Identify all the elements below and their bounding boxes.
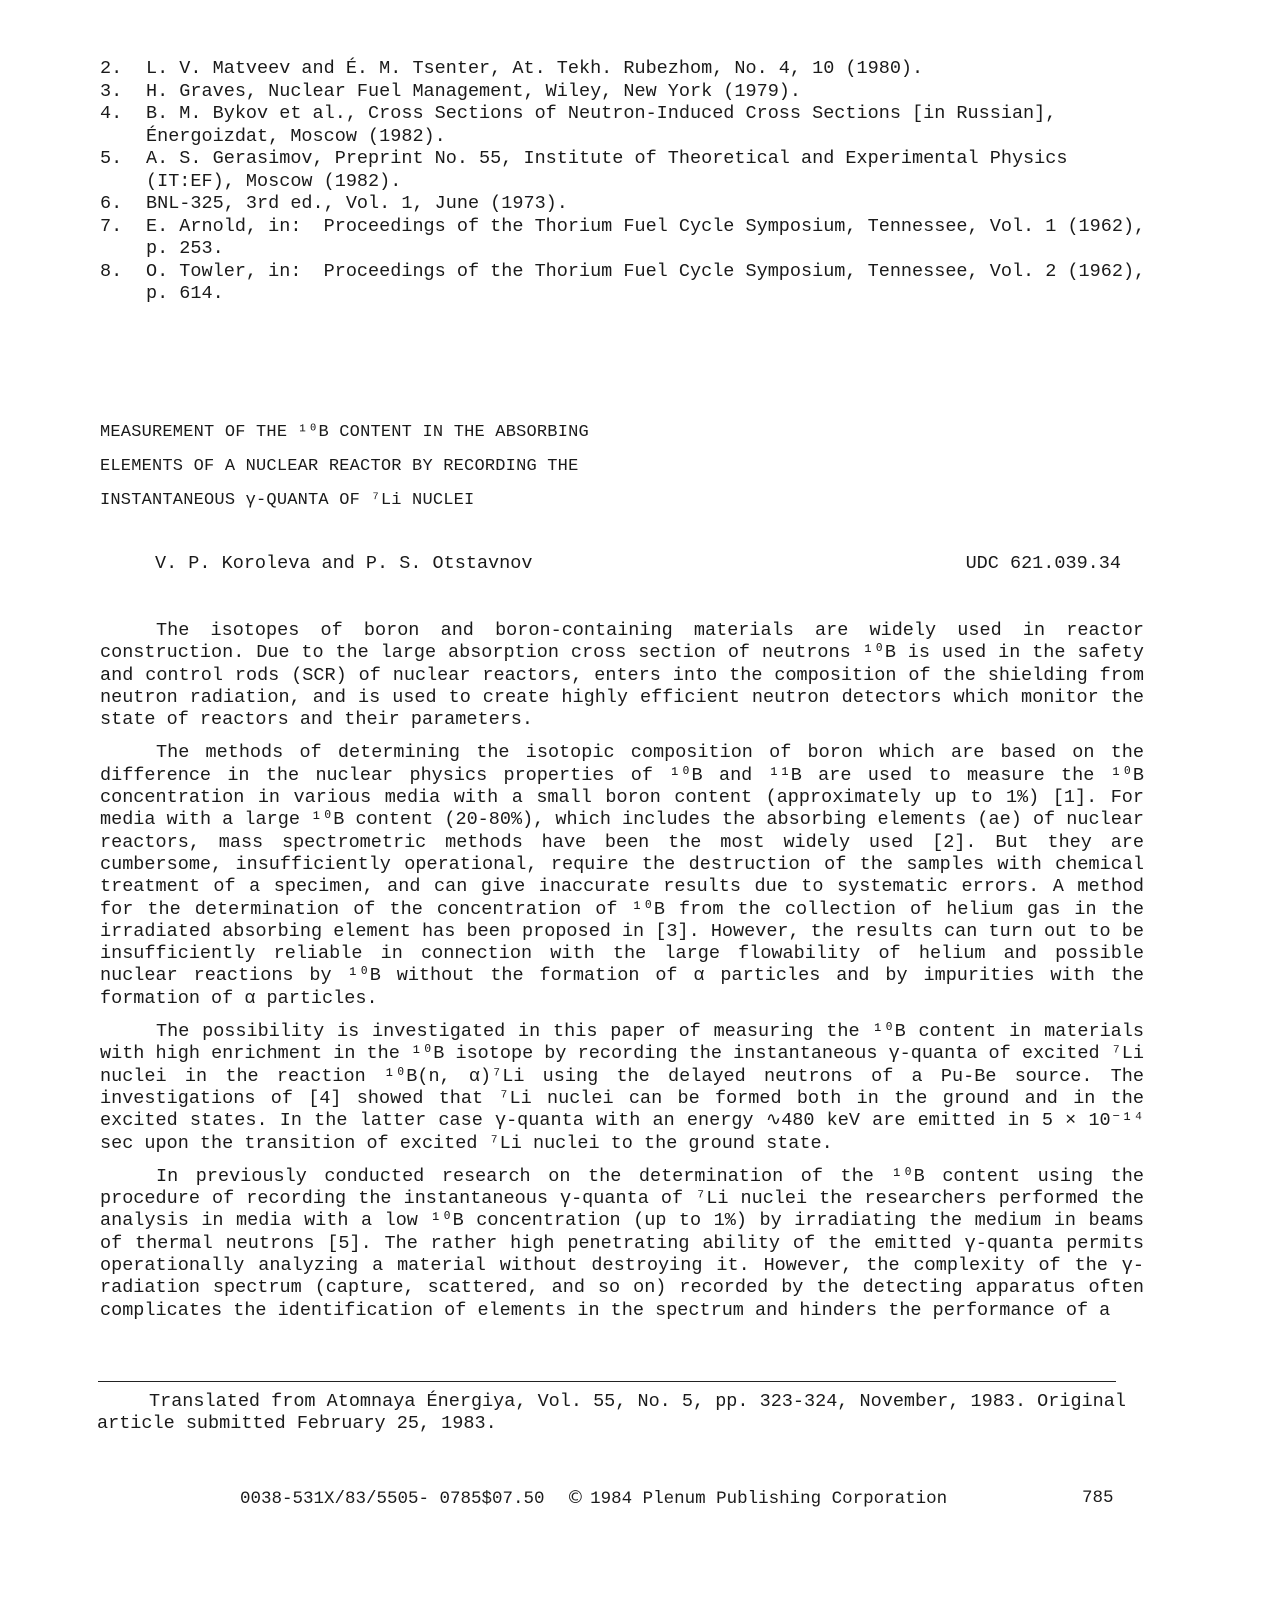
footnote bbox=[97, 1391, 1141, 1435]
reference-item bbox=[100, 148, 1160, 193]
reference-text: L. V. Matveev and É. M. Tsenter, At. Tekh. Rubezhom, No. 4, 10 (1980). bbox=[146, 58, 924, 79]
reference-text: B. M. Bykov et al., Cross Sections of Neutron-Induced Cross Sections [in Russian], Énergoizdat, Moscow (1982). bbox=[146, 103, 1068, 147]
reference-number: 5. bbox=[100, 148, 123, 169]
authors: V. P. Koroleva and P. S. Otstavnov bbox=[155, 553, 533, 574]
reference-item bbox=[100, 216, 1160, 261]
price-code: 0038-531X/83/5505- 0785$07.50 bbox=[240, 1489, 545, 1509]
reference-number: 7. bbox=[100, 215, 123, 237]
footnote-divider bbox=[98, 1381, 1116, 1382]
reference-item bbox=[100, 261, 1160, 306]
reference-number: 3. bbox=[100, 80, 123, 102]
copyright-text: 1984 Plenum Publishing Corporation bbox=[590, 1489, 948, 1509]
body-paragraph: The isotopes of boron and boron-containing materials are widely used in reactor construction. Due to the large absorption cross section of neutrons ¹⁰B is used in the safety and control rods (SCR) of nuclear reactors, enters into the composition of the shielding from neutron radiation, and is used to create highly efficient neutron detectors which monitor the state of reactors and their parameters. bbox=[100, 620, 1144, 731]
title-line: ELEMENTS OF A NUCLEAR REACTOR BY RECORDING THE bbox=[100, 457, 579, 476]
page-number: 785 bbox=[1082, 1488, 1114, 1508]
reference-item bbox=[100, 193, 1160, 216]
copyright-icon: © bbox=[566, 1488, 585, 1508]
publication-footer bbox=[240, 1488, 947, 1509]
udc-code: UDC 621.039.34 bbox=[965, 553, 1121, 574]
reference-text: BNL-325, 3rd ed., Vol. 1, June (1973). bbox=[146, 193, 568, 214]
footnote-text: Translated from Atomnaya Énergiya, Vol. 55, No. 5, pp. 323-324, November, 1983. Original article submitted February 25, 1983. bbox=[97, 1391, 1126, 1434]
reference-number: 8. bbox=[100, 260, 123, 282]
reference-text: E. Arnold, in: Proceedings of the Thorium Fuel Cycle Symposium, Tennessee, Vol. 1 (1962), p. 253. bbox=[146, 215, 1157, 259]
body-paragraph: The possibility is investigated in this paper of measuring the ¹⁰B content in materials with high enrichment in the ¹⁰B isotope by recording the instantaneous γ-quanta of excited ⁷Li nuclei in the reaction ¹⁰B(n, α)⁷Li using the delayed neutrons of a Pu-Be source. The investigations of [4] showed that ⁷Li nuclei can be formed both in the ground and in the excited states. In the latter case γ-quanta with an energy ∿480 keV are emitted in 5 × 10⁻¹⁴ sec upon the transition of excited ⁷Li nuclei to the ground state. bbox=[100, 1021, 1144, 1154]
reference-number: 6. bbox=[100, 193, 123, 214]
reference-item bbox=[100, 81, 1160, 104]
reference-number: 4. bbox=[100, 103, 123, 124]
body-paragraph: In previously conducted research on the determination of the ¹⁰B content using the procedure of recording the instantaneous γ-quanta of ⁷Li nuclei the researchers performed the analysis in media with a low ¹⁰B concentration (up to 1%) by irradiating the medium in beams of thermal neutrons [5]. The rather high penetrating ability of the emitted γ-quanta permits operationally analyzing a material without destroying it. However, the complexity of the γ-radiation spectrum (capture, scattered, and so on) recorded by the detecting apparatus often complicates the identification of elements in the spectrum and hinders the performance of a bbox=[100, 1165, 1144, 1321]
reference-item bbox=[100, 103, 1160, 148]
reference-text: H. Graves, Nuclear Fuel Management, Wiley, New York (1979). bbox=[146, 80, 802, 102]
reference-list bbox=[100, 58, 1160, 306]
byline bbox=[155, 552, 1121, 576]
body-paragraph: The methods of determining the isotopic composition of boron which are based on the difference in the nuclear physics properties of ¹⁰B and ¹¹B are used to measure the ¹⁰B concentration in various media with a small boron content (approximately up to 1%) [1]. For media with a large ¹⁰B content (20-80%), which includes the absorbing elements (ae) of nuclear reactors, mass spectrometric methods have been the most widely used [2]. But they are cumbersome, insufficiently operational, require the destruction of the samples with chemical treatment of a specimen, and can give inaccurate results due to systematic errors. A method for the determination of the concentration of ¹⁰B from the collection of helium gas in the irradiated absorbing element has been proposed in [3]. However, the results can turn out to be insufficiently reliable in connection with the large flowability of helium and possible nuclear reactions by ¹⁰B without the formation of α particles and by impurities with the formation of α particles. bbox=[100, 742, 1144, 1009]
reference-text: O. Towler, in: Proceedings of the Thorium Fuel Cycle Symposium, Tennessee, Vol. 2 (1962), p. 614. bbox=[146, 260, 1157, 304]
article-body bbox=[100, 620, 1144, 1333]
reference-text: A. S. Gerasimov, Preprint No. 55, Institute of Theoretical and Experimental Physics (IT:EF), Moscow (1982). bbox=[146, 148, 1079, 192]
title-line: INSTANTANEOUS γ-QUANTA OF ⁷Li NUCLEI bbox=[100, 491, 475, 510]
title-line: MEASUREMENT OF THE ¹⁰B CONTENT IN THE ABSORBING bbox=[100, 423, 589, 442]
article-title bbox=[100, 416, 589, 518]
reference-number: 2. bbox=[100, 58, 123, 79]
reference-item bbox=[100, 58, 1160, 81]
